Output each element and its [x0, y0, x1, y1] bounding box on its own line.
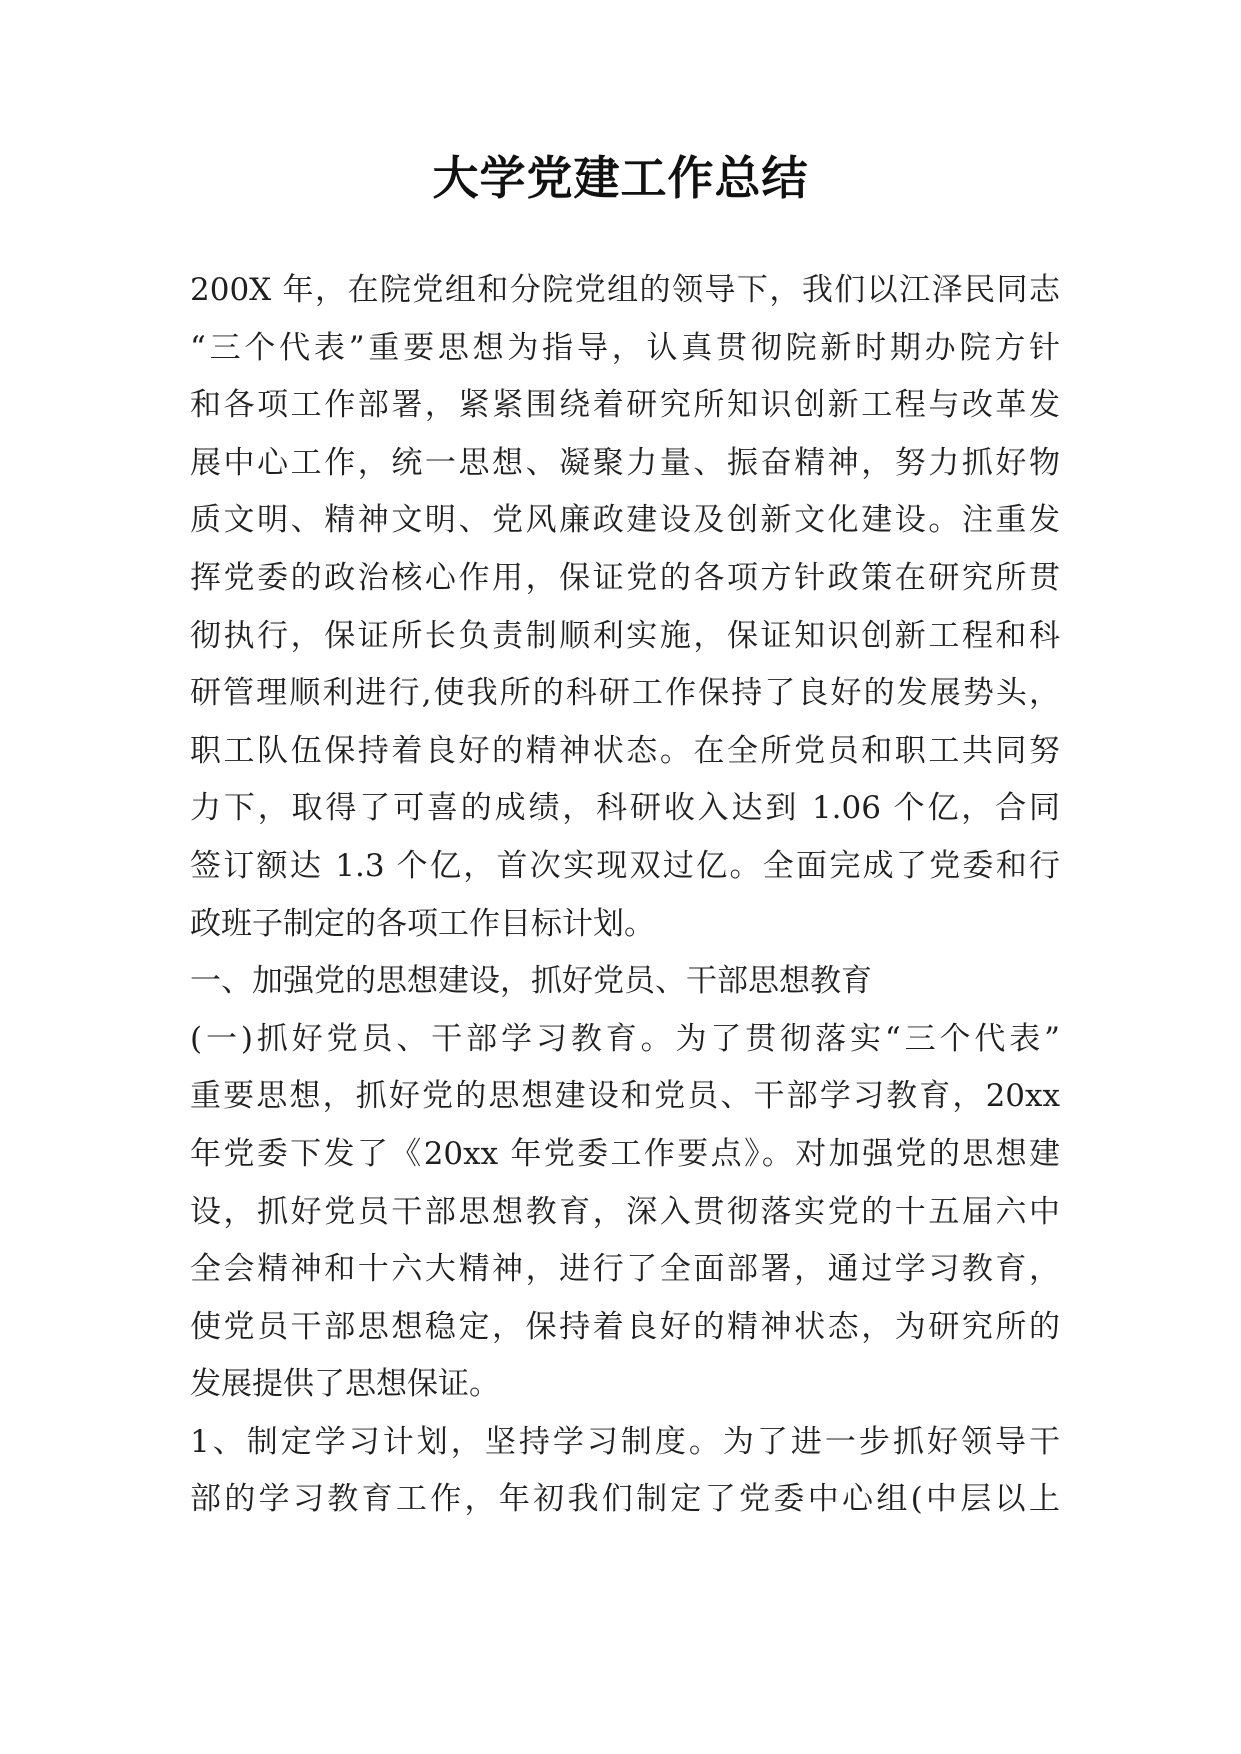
body-line: 年党委下发了《20xx 年党委工作要点》。对加强党的思想建: [190, 1135, 1060, 1172]
document-title: 大学党建工作总结: [432, 151, 809, 205]
body-line: (一)抓好党员、干部学习教育。为了贯彻落实“三个代表”: [190, 1020, 1060, 1057]
body-line: 质文明、精神文明、党风廉政建设及创新文化建设。注重发: [190, 502, 1060, 539]
body-line: 彻执行，保证所长负责制顺利实施，保证知识创新工程和科: [190, 617, 1060, 654]
body-line: 展中心工作，统一思想、凝聚力量、振奋精神，努力抓好物: [190, 444, 1060, 481]
body-line: 全会精神和十六大精神，进行了全面部署，通过学习教育，: [190, 1251, 1060, 1288]
body-line: 发展提供了思想保证。: [190, 1366, 500, 1403]
document-body: [190, 262, 1060, 1529]
body-line: 一、加强党的思想建设，抓好党员、干部思想教育: [190, 963, 872, 1000]
body-line: 政班子制定的各项工作目标计划。: [190, 905, 655, 942]
body-line: 研管理顺利进行,使我所的科研工作保持了良好的发展势头，: [190, 675, 1060, 712]
body-line: 力下，取得了可喜的成绩，科研收入达到 1.06 个亿，合同: [190, 790, 1060, 827]
body-line: 签订额达 1.3 个亿，首次实现双过亿。全面完成了党委和行: [190, 847, 1060, 884]
body-line: 200X 年，在院党组和分院党组的领导下，我们以江泽民同志: [190, 272, 1060, 308]
body-line: 重要思想，抓好党的思想建设和党员、干部学习教育，20xx: [190, 1078, 1060, 1115]
body-line: 部的学习教育工作，年初我们制定了党委中心组(中层以上: [190, 1481, 1060, 1518]
body-line: 使党员干部思想稳定，保持着良好的精神状态，为研究所的: [190, 1308, 1060, 1345]
body-line: 设，抓好党员干部思想教育，深入贯彻落实党的十五届六中: [190, 1193, 1060, 1230]
body-line: “三个代表”重要思想为指导，认真贯彻院新时期办院方针: [190, 329, 1060, 366]
body-line: 1、制定学习计划，坚持学习制度。为了进一步抓好领导干: [190, 1423, 1060, 1460]
body-line: 职工队伍保持着良好的精神状态。在全所党员和职工共同努: [190, 732, 1060, 769]
body-line: 挥党委的政治核心作用，保证党的各项方针政策在研究所贯: [190, 559, 1060, 596]
body-line: 和各项工作部署，紧紧围绕着研究所知识创新工程与改革发: [190, 387, 1060, 424]
